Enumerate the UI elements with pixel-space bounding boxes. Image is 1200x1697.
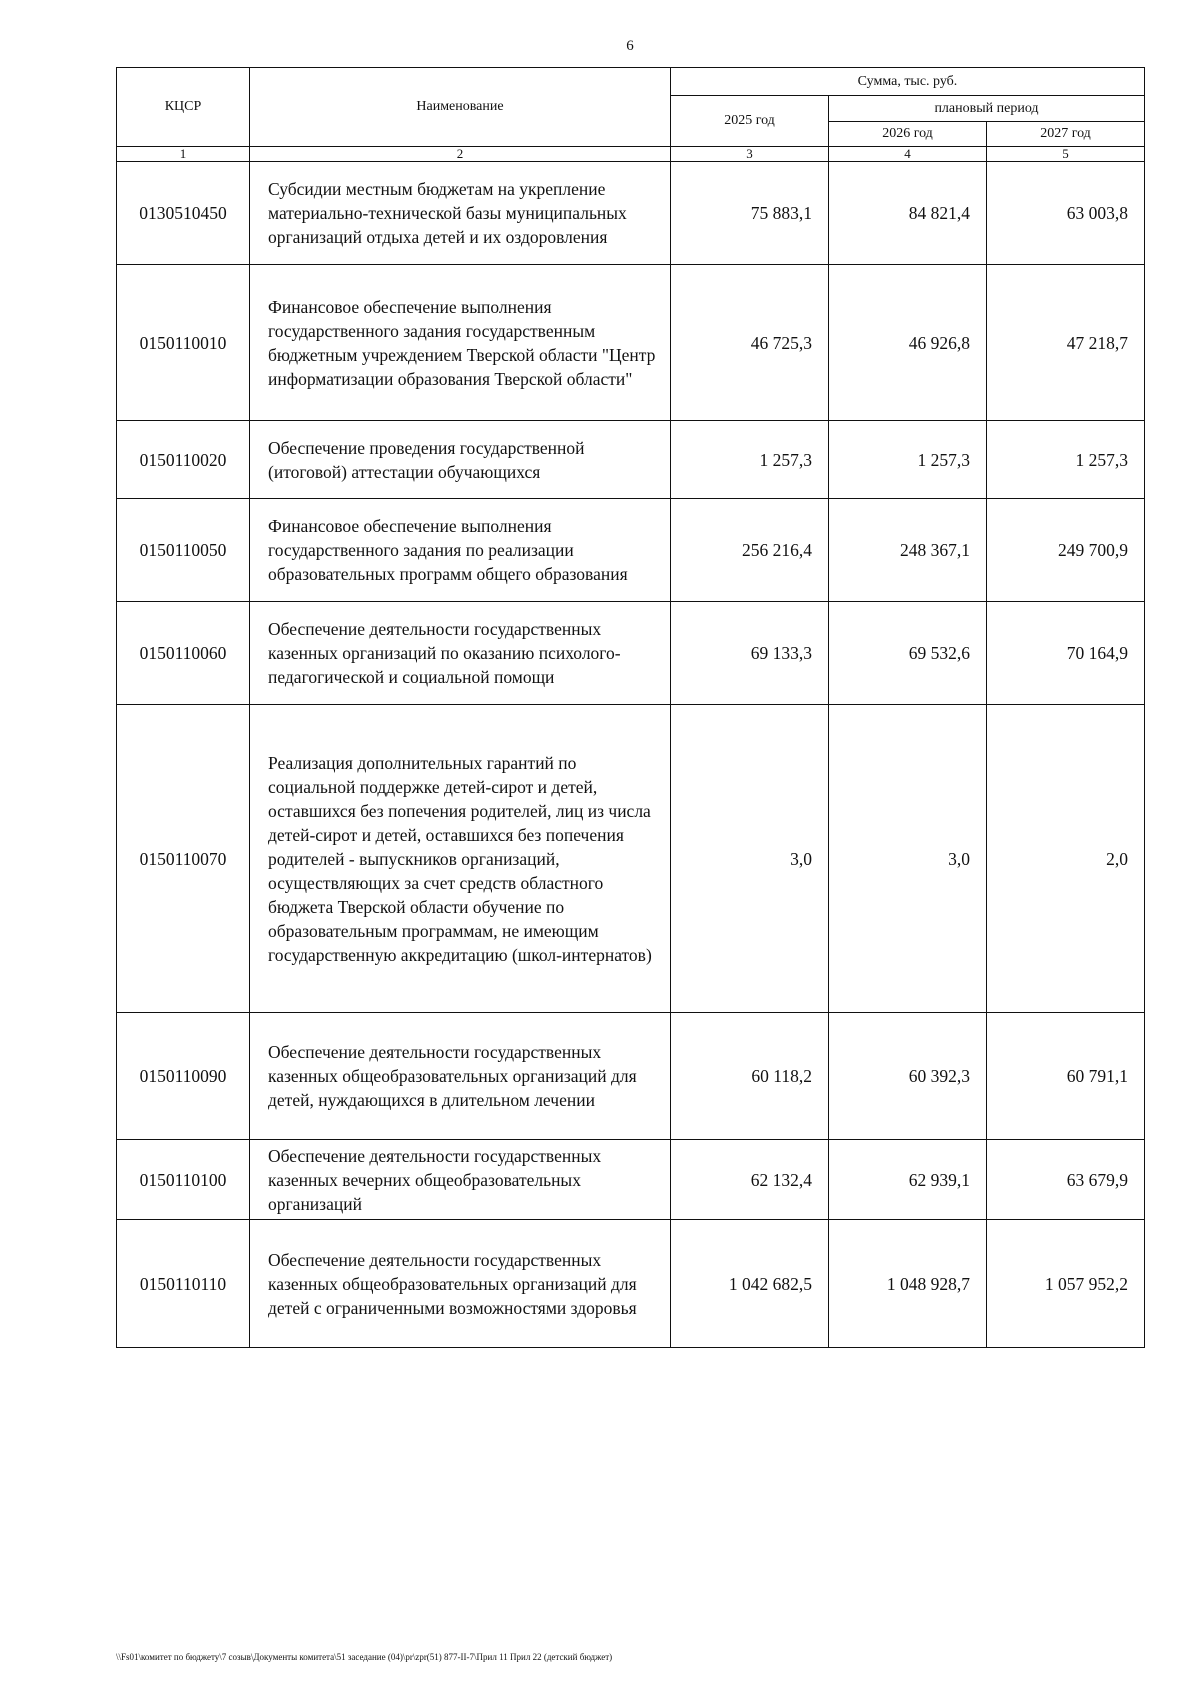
- row-amount-2025: 1 257,3: [671, 421, 829, 499]
- row-code: 0150110100: [117, 1140, 250, 1220]
- row-amount-2027: 1 057 952,2: [987, 1220, 1145, 1348]
- table-row: [117, 1140, 1145, 1220]
- row-name: Обеспечение деятельности государственных казенных общеобразовательных организаций для детей с ограниченными возможностями здоровья: [250, 1220, 671, 1348]
- row-amount-2026: 1 048 928,7: [829, 1220, 987, 1348]
- row-amount-2026: 84 821,4: [829, 162, 987, 265]
- column-number: 2: [250, 147, 671, 162]
- column-number: 5: [987, 147, 1145, 162]
- row-amount-2025: 69 133,3: [671, 602, 829, 705]
- row-amount-2027: 70 164,9: [987, 602, 1145, 705]
- row-amount-2025: 60 118,2: [671, 1013, 829, 1140]
- header-sum-group: Сумма, тыс. руб.: [671, 68, 1145, 96]
- row-code: 0130510450: [117, 162, 250, 265]
- row-code: 0150110090: [117, 1013, 250, 1140]
- header-year-2025: 2025 год: [671, 96, 829, 147]
- row-amount-2027: 249 700,9: [987, 499, 1145, 602]
- header-year-2027: 2027 год: [987, 122, 1145, 147]
- row-name: Обеспечение деятельности государственных казенных общеобразовательных организаций для детей, нуждающихся в длительном лечении: [250, 1013, 671, 1140]
- column-number: 3: [671, 147, 829, 162]
- row-amount-2026: 69 532,6: [829, 602, 987, 705]
- header-code: КЦСР: [117, 68, 250, 147]
- row-amount-2027: 1 257,3: [987, 421, 1145, 499]
- row-code: 0150110050: [117, 499, 250, 602]
- row-amount-2027: 63 003,8: [987, 162, 1145, 265]
- footer-file-path: \\Fs01\комитет по бюджету\7 созыв\Документы комитета\51 заседание (04)\pr\zpr(51) 877-II-7\Прил 11 Прил 22 (детский бюджет): [116, 1652, 613, 1662]
- budget-table: [116, 67, 1145, 1348]
- row-amount-2026: 1 257,3: [829, 421, 987, 499]
- row-amount-2025: 256 216,4: [671, 499, 829, 602]
- row-name: Финансовое обеспечение выполнения государственного задания по реализации образовательных программ общего образования: [250, 499, 671, 602]
- table-row: [117, 499, 1145, 602]
- row-amount-2027: 63 679,9: [987, 1140, 1145, 1220]
- row-name: Обеспечение деятельности государственных казенных организаций по оказанию психолого-педагогической и социальной помощи: [250, 602, 671, 705]
- row-amount-2025: 46 725,3: [671, 265, 829, 421]
- row-code: 0150110010: [117, 265, 250, 421]
- row-code: 0150110110: [117, 1220, 250, 1348]
- header-name: Наименование: [250, 68, 671, 147]
- row-amount-2027: 47 218,7: [987, 265, 1145, 421]
- row-amount-2027: 2,0: [987, 705, 1145, 1013]
- row-amount-2026: 46 926,8: [829, 265, 987, 421]
- row-amount-2025: 62 132,4: [671, 1140, 829, 1220]
- row-amount-2026: 248 367,1: [829, 499, 987, 602]
- header-year-2026: 2026 год: [829, 122, 987, 147]
- page-number: 6: [626, 38, 634, 54]
- row-amount-2026: 3,0: [829, 705, 987, 1013]
- column-number: 4: [829, 147, 987, 162]
- table-row: [117, 1013, 1145, 1140]
- row-name: Финансовое обеспечение выполнения государственного задания государственным бюджетным учреждением Тверской области "Центр информатизации образования Тверской области": [250, 265, 671, 421]
- row-name: Субсидии местным бюджетам на укрепление материально-технической базы муниципальных организаций отдыха детей и их оздоровления: [250, 162, 671, 265]
- row-name: Обеспечение проведения государственной (итоговой) аттестации обучающихся: [250, 421, 671, 499]
- row-code: 0150110060: [117, 602, 250, 705]
- table-row: [117, 162, 1145, 265]
- row-amount-2026: 62 939,1: [829, 1140, 987, 1220]
- table-row: [117, 602, 1145, 705]
- table-row: [117, 705, 1145, 1013]
- table-row: [117, 421, 1145, 499]
- row-code: 0150110020: [117, 421, 250, 499]
- row-name: Обеспечение деятельности государственных казенных вечерних общеобразовательных организаций: [250, 1140, 671, 1220]
- row-name: Реализация дополнительных гарантий по социальной поддержке детей-сирот и детей, оставшихся без попечения родителей, лиц из числа детей-сирот и детей, оставшихся без попечения родителей - выпускников организаций, осуществляющих за счет средств областного бюджета Тверской области обучение по образовательным программам, не имеющим государственную аккредитацию (школ-интернатов): [250, 705, 671, 1013]
- row-code: 0150110070: [117, 705, 250, 1013]
- row-amount-2026: 60 392,3: [829, 1013, 987, 1140]
- column-number: 1: [117, 147, 250, 162]
- row-amount-2025: 3,0: [671, 705, 829, 1013]
- table-row: [117, 1220, 1145, 1348]
- header-planning-period: плановый период: [829, 96, 1145, 122]
- row-amount-2025: 1 042 682,5: [671, 1220, 829, 1348]
- row-amount-2025: 75 883,1: [671, 162, 829, 265]
- row-amount-2027: 60 791,1: [987, 1013, 1145, 1140]
- table-row: [117, 265, 1145, 421]
